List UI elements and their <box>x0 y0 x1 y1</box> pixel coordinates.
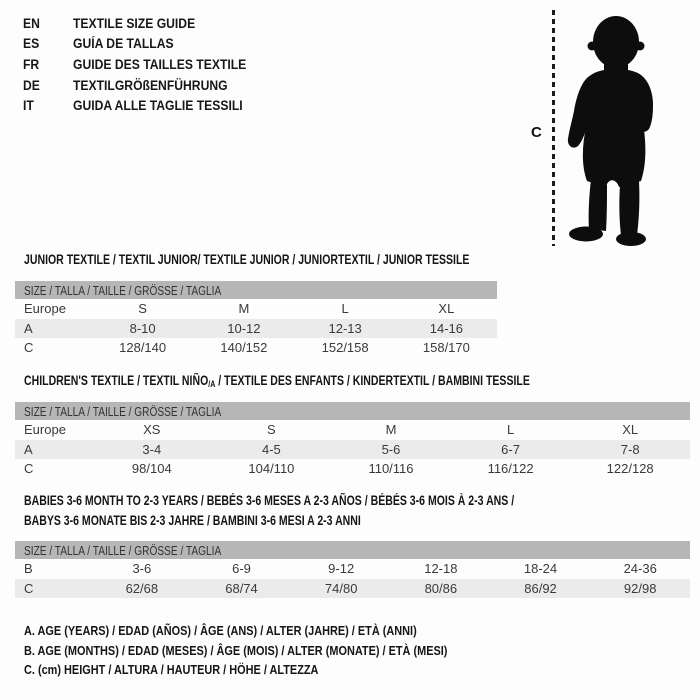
table-cell: L <box>341 301 349 317</box>
table-cell: 3-6 <box>132 561 152 577</box>
size-header-bar <box>15 402 690 420</box>
table-cell: M <box>238 301 250 317</box>
table-row <box>15 559 690 579</box>
table-cell: 10-12 <box>227 320 261 336</box>
table-row <box>15 319 497 339</box>
table-cell: S <box>267 422 276 438</box>
table-cell: 7-8 <box>620 441 640 457</box>
size-header-label: SIZE / TALLA / TAILLE / GRÖSSE / TAGLIA <box>24 403 222 419</box>
children-section-title <box>24 373 673 389</box>
table-cell: 3-4 <box>142 441 162 457</box>
table-cell: 9-12 <box>328 561 355 577</box>
table-cell: XL <box>622 422 639 438</box>
row-label: Europe <box>24 422 66 438</box>
height-measure-line <box>552 10 555 246</box>
children-title-post: / TEXTILE DES ENFANTS / KINDERTEXTIL / BAMBINI TESSILE <box>215 373 530 388</box>
language-row <box>23 34 266 55</box>
table-cell: 98/104 <box>131 461 172 477</box>
junior-section-title <box>24 252 595 267</box>
language-row <box>23 54 266 75</box>
table-cell: 6-9 <box>232 561 251 577</box>
language-label: GUIDA ALLE TAGLIE TESSILI <box>73 98 243 114</box>
row-label: C <box>24 580 34 596</box>
table-cell: L <box>506 422 515 438</box>
table-cell: 12-13 <box>328 320 362 336</box>
footnote-c: C. (cm) HEIGHT / ALTURA / HAUTEUR / HÖHE / ALTEZZA <box>24 662 319 678</box>
table-cell: M <box>385 422 397 438</box>
size-header-label: SIZE / TALLA / TAILLE / GRÖSSE / TAGLIA <box>24 542 222 558</box>
row-label: C <box>24 461 34 477</box>
babies-size-table <box>15 541 690 598</box>
row-label: C <box>24 340 34 356</box>
table-cell: XL <box>438 301 455 317</box>
language-code: ES <box>23 36 40 52</box>
language-label: GUÍA DE TALLAS <box>73 36 174 52</box>
table-cell: 12-18 <box>424 561 458 577</box>
language-row <box>23 13 266 34</box>
children-title-pre: CHILDREN'S TEXTILE / TEXTIL NIÑO <box>24 373 209 388</box>
table-cell: 4-5 <box>261 441 281 457</box>
language-code: EN <box>23 15 40 31</box>
toddler-silhouette-icon <box>561 13 663 246</box>
row-label: B <box>24 561 33 577</box>
language-guide <box>23 13 266 116</box>
table-cell: 14-16 <box>429 320 463 336</box>
table-row <box>15 299 497 319</box>
language-row <box>23 75 266 96</box>
table-row <box>15 459 690 479</box>
row-label: A <box>24 320 33 336</box>
row-label: A <box>24 441 33 457</box>
children-size-table <box>15 402 690 479</box>
table-cell: S <box>138 301 147 317</box>
footnote-b: B. AGE (MONTHS) / EDAD (MESES) / ÂGE (MOIS) / ALTER (MONATE) / ETÀ (MESI) <box>24 642 448 658</box>
size-header-bar <box>15 541 690 559</box>
table-cell: 24-36 <box>623 561 657 577</box>
table-cell: 104/110 <box>248 461 295 477</box>
table-cell: 110/116 <box>368 461 414 477</box>
children-title-text <box>24 373 530 389</box>
junior-size-table <box>15 281 497 358</box>
table-row <box>15 338 497 358</box>
footnotes <box>24 621 528 680</box>
footnote-a: A. AGE (YEARS) / EDAD (AÑOS) / ÂGE (ANS) / ALTER (JAHRE) / ETÀ (ANNI) <box>24 623 417 639</box>
babies-title-line2: BABYS 3-6 MONATE BIS 2-3 JAHRE / BAMBINI 3-6 MESI A 2-3 ANNI <box>24 513 361 528</box>
language-code: FR <box>23 56 40 72</box>
table-cell: 74/80 <box>324 580 358 596</box>
language-label: GUIDE DES TAILLES TEXTILE <box>73 56 247 72</box>
table-cell: 128/140 <box>119 340 167 356</box>
table-cell: 68/74 <box>225 580 258 596</box>
measure-c-label: C <box>531 124 542 141</box>
size-header-label: SIZE / TALLA / TAILLE / GRÖSSE / TAGLIA <box>24 282 222 298</box>
table-row <box>15 420 690 440</box>
table-cell: 122/128 <box>606 461 654 477</box>
table-cell: 86/92 <box>524 580 557 596</box>
language-label: TEXTILE SIZE GUIDE <box>73 15 196 31</box>
table-cell: 62/68 <box>125 580 159 596</box>
table-row <box>15 440 690 460</box>
children-title-sub: /A <box>208 379 216 389</box>
row-label: Europe <box>24 301 66 317</box>
junior-title-text: JUNIOR TEXTILE / TEXTIL JUNIOR/ TEXTILE JUNIOR / JUNIORTEXTIL / JUNIOR TESSILE <box>24 252 470 267</box>
table-cell: 116/122 <box>487 461 534 477</box>
table-cell: 152/158 <box>321 340 369 356</box>
size-header-bar <box>15 281 497 299</box>
language-label: TEXTILGRÖßENFÜHRUNG <box>73 77 228 93</box>
table-row <box>15 579 690 599</box>
language-code: DE <box>23 77 40 93</box>
table-cell: 140/152 <box>220 340 268 356</box>
table-cell: 5-6 <box>381 441 401 457</box>
table-cell: 6-7 <box>501 441 520 457</box>
table-cell: 158/170 <box>422 340 470 356</box>
table-cell: 80/86 <box>424 580 458 596</box>
babies-title-line1: BABIES 3-6 MONTH TO 2-3 YEARS / BEBÉS 3-6 MESES A 2-3 AÑOS / BÉBÉS 3-6 MOIS À 2-3 ANS / <box>24 493 515 508</box>
table-cell: 18-24 <box>523 561 558 577</box>
table-cell: 8-10 <box>129 320 156 336</box>
table-cell: 92/98 <box>623 580 657 596</box>
language-code: IT <box>23 98 34 114</box>
language-row <box>23 95 266 116</box>
babies-section-title <box>24 491 652 531</box>
table-cell: XS <box>143 422 161 438</box>
